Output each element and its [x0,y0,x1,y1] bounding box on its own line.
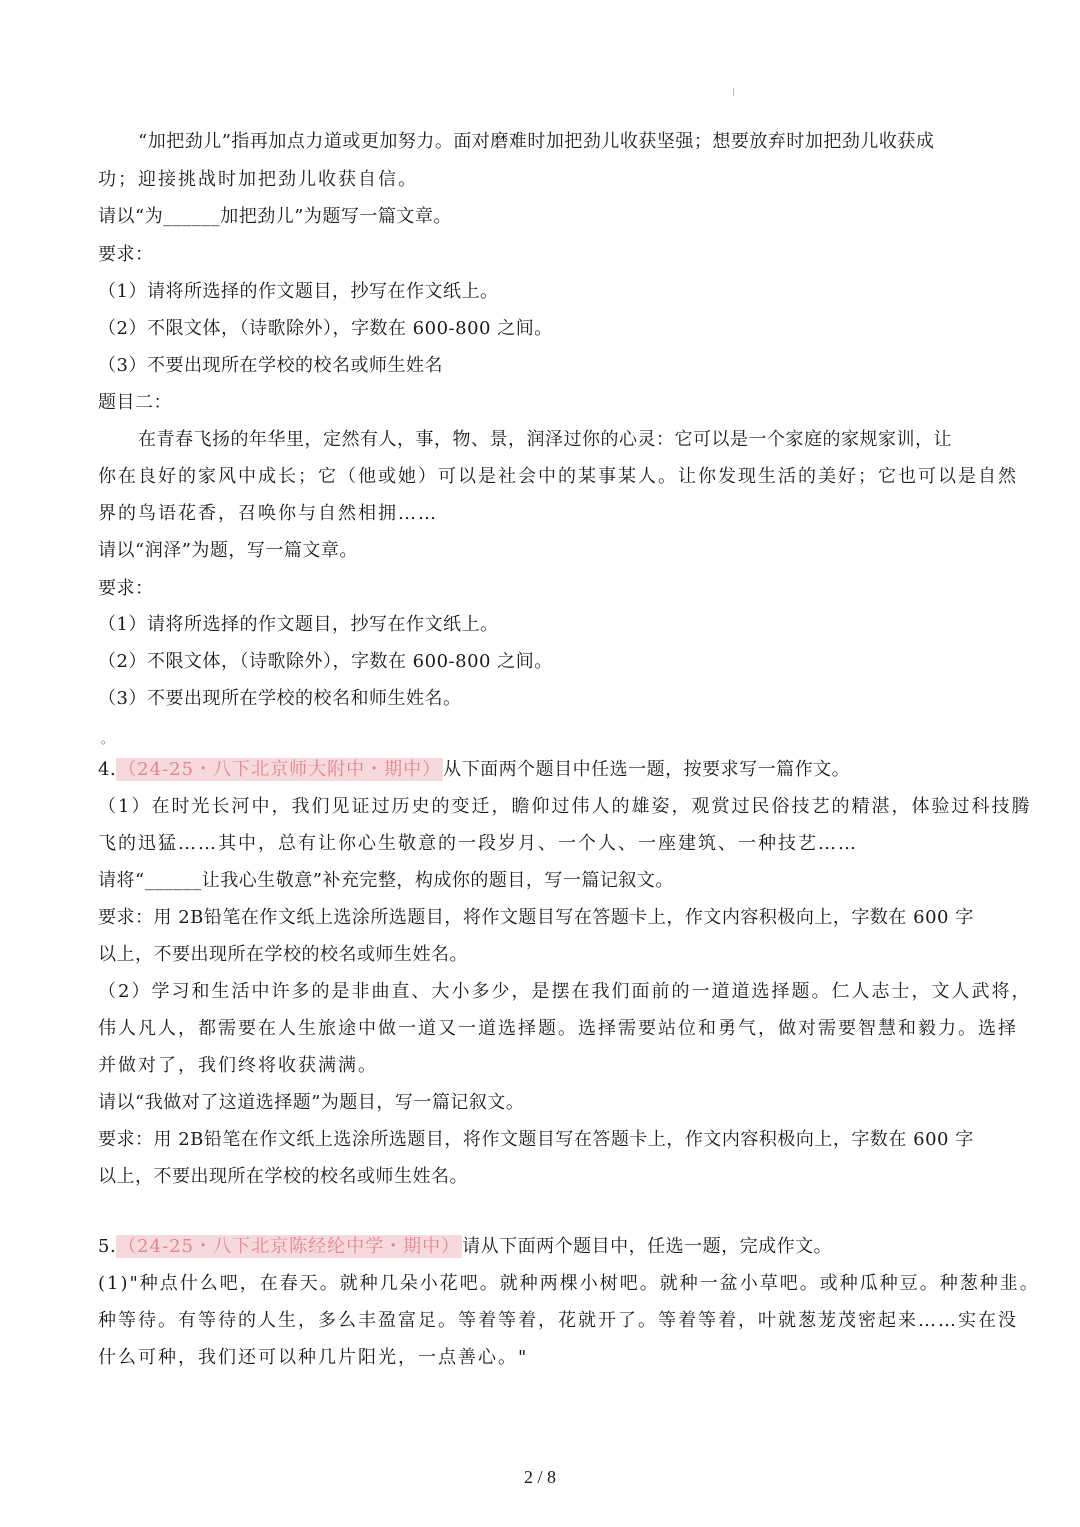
source-tag: （24-25・八下北京师大附中・期中） [118,759,442,780]
option-text-line: 飞的迅猛……其中，总有让你心生敬意的一段岁月、一个人、一座建筑、一种技艺…… [98,833,858,854]
option-text-line: （2）学习和生活中许多的是非曲直、大小多少，是摆在我们面前的一道道选择题。仁人志士，文人武将， [98,981,1032,1002]
question-intro: 请从下面两个题目中，任选一题，完成作文。 [462,1236,833,1257]
option-text-line: 并做对了，我们终将收获满满。 [98,1055,378,1076]
essay-prompt: 请以“我做对了这道选择题”为题目，写一篇记叙文。 [98,1092,525,1113]
essay-prompt: 请以“为______加把劲儿”为题写一篇文章。 [98,206,452,227]
option-text-line: (1)"种点什么吧，在春天。就种几朵小花吧。就种两棵小树吧。就种一盆小草吧。或种瓜种豆。种葱种韭。 [98,1273,1040,1294]
question-intro: 从下面两个题目中任选一题，按要求写一篇作文。 [443,759,851,780]
requirement-line: 要求：用 2B铅笔在作文纸上选涂所选题目，将作文题目写在答题卡上，作文内容积极向上，字数在 600 字 [98,1129,974,1150]
essay-prompt: 请以“润泽”为题，写一篇文章。 [98,540,358,561]
question-number: 4. [98,759,117,780]
question-5-header [98,1235,988,1259]
requirements-label: 要求： [98,578,154,599]
stray-punctuation: 。 [101,732,114,746]
question-number: 5. [98,1236,117,1257]
question-4-header [98,758,988,782]
requirement-line: 以上，不要出现所在学校的校名或师生姓名。 [98,1166,468,1187]
option-text-line: 种等待。有等待的人生，多么丰盈富足。等着等着，花就开了。等着等着，叶就葱茏茂密起来……实在没 [98,1310,1018,1331]
topic-title: 题目二： [98,392,172,413]
requirement-item: （2）不限文体，（诗歌除外），字数在 600-800 之间。 [98,318,553,339]
option-text-line: 伟人凡人，都需要在人生旅途中做一道又一道选择题。选择需要站位和勇气，做对需要智慧和毅力。选择 [98,1018,1018,1039]
paragraph-line: 你在良好的家风中成长；它（他或她）可以是社会中的某事某人。让你发现生活的美好；它也可以是自然 [98,466,1018,487]
requirement-item: （2）不限文体，（诗歌除外），字数在 600-800 之间。 [98,651,553,672]
requirement-item: （1）请将所选择的作文题目，抄写在作文纸上。 [98,281,499,302]
paragraph-line: 界的鸟语花香，召唤你与自然相拥…… [98,503,438,524]
option-text-line: （1）在时光长河中，我们见证过历史的变迁，瞻仰过伟人的雄姿，观赏过民俗技艺的精湛，体验过科技腾 [98,796,1032,817]
essay-prompt: 请将“______让我心生敬意”补充完整，构成你的题目，写一篇记叙文。 [98,870,674,891]
requirement-item: （3）不要出现所在学校的校名和师生姓名。 [98,688,462,709]
requirements-label: 要求： [98,244,154,265]
paragraph-line: 在青春飞扬的年华里，定然有人，事，物、景，润泽过你的心灵：它可以是一个家庭的家规家训，让 [138,429,952,450]
paragraph-line: “加把劲儿”指再加点力道或更加努力。面对磨难时加把劲儿收获坚强；想要放弃时加把劲儿收获成 [138,131,935,152]
requirement-line: 以上，不要出现所在学校的校名或师生姓名。 [98,944,468,965]
source-tag: （24-25・八下北京陈经纶中学・期中） [118,1236,461,1257]
requirement-item: （1）请将所选择的作文题目，抄写在作文纸上。 [98,614,499,635]
requirement-item: （3）不要出现所在学校的校名或师生姓名 [98,355,443,376]
option-text-line: 什么可种，我们还可以种几片阳光，一点善心。" [98,1347,529,1368]
page-marker [733,88,734,96]
requirement-line: 要求：用 2B铅笔在作文纸上选涂所选题目，将作文题目写在答题卡上，作文内容积极向上，字数在 600 字 [98,907,974,928]
paragraph-line: 功；迎接挑战时加把劲儿收获自信。 [98,169,418,190]
page-number: 2 / 8 [523,1467,556,1487]
